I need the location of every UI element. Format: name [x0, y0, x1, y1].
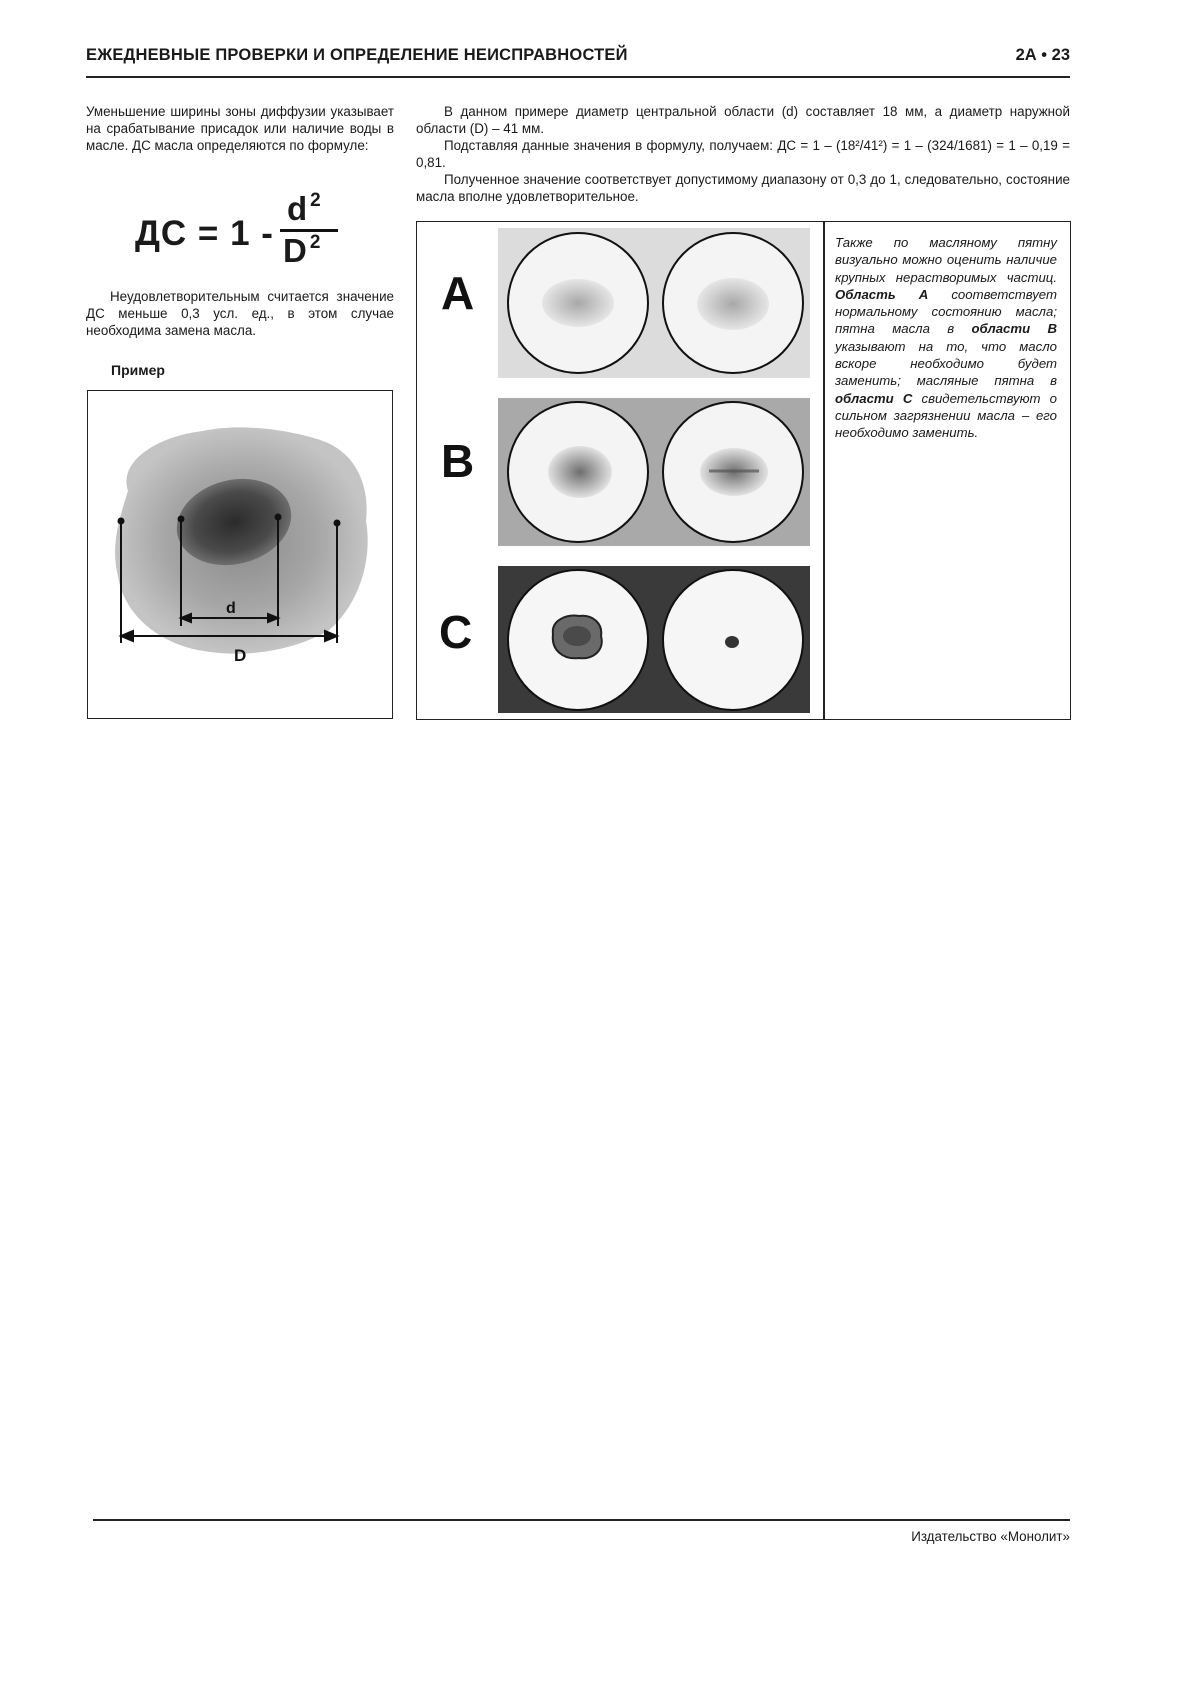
- figure-divider: [823, 222, 825, 719]
- formula-lhs: ДС = 1 -: [135, 214, 274, 253]
- inner-left-dot: [179, 517, 184, 522]
- intro-paragraph: Уменьшение ширины зоны диффузии указывает на срабатывание присадок или наличие воды в масле. ДС масла определяются по формуле:: [86, 104, 394, 153]
- caption-bold-2: области В: [971, 321, 1057, 337]
- caption-part-3: указывают на то, что масло вскоре необходимо будет заменить; масляные пятна в: [835, 338, 1057, 389]
- caption-part-1: Также по масляному пятну визуально можно оценить наличие крупных нерастворимых частиц.: [835, 235, 1057, 285]
- row-label-c: C: [439, 606, 473, 658]
- caption-part-2: соответствует нормальному состоянию масла; пятна масла в: [835, 286, 1057, 337]
- right-paragraph-2: Подставляя данные значения в формулу, получаем: ДС = 1 – (18²/41²) = 1 – (324/1681) = 1 – 0,19 = 0,81.: [416, 138, 1070, 170]
- formula-numerator-var: d: [287, 190, 308, 227]
- row-label-b: B: [441, 435, 475, 487]
- right-column: [416, 103, 1070, 205]
- formula-numerator: [287, 190, 321, 228]
- example-figure: [87, 390, 393, 719]
- formula: [135, 190, 365, 276]
- row-label-a: A: [441, 267, 475, 319]
- right-paragraph-3: Полученное значение соответствует допустимому диапазону от 0,3 до 1, следовательно, состояние масла вполне удовлетворительное.: [416, 172, 1070, 204]
- spot-c2: [725, 636, 739, 648]
- inner-right-dot: [276, 515, 281, 520]
- formula-denominator-exp: 2: [309, 232, 321, 253]
- outer-arrow-right: [325, 631, 337, 641]
- caption-part-4: свидетельствуют о сильном загрязнении масла – его необходимо заменить.: [835, 390, 1057, 441]
- formula-numerator-exp: 2: [310, 190, 321, 211]
- page-header: [86, 42, 1070, 78]
- oil-spot-comparison-figure: [416, 221, 1071, 720]
- spot-b1: [548, 446, 612, 498]
- footer-rule: [93, 1519, 1070, 1521]
- oil-spot-diagram: [88, 391, 391, 717]
- formula-denominator-var: D: [283, 232, 307, 269]
- formula-denominator: [283, 232, 320, 270]
- example-label: Пример: [111, 362, 165, 378]
- right-paragraph-1: В данном примере диаметр центральной области (d) составляет 18 мм, а диаметр наружной области (D) – 41 мм.: [416, 104, 1070, 136]
- outer-dimension-label: D: [234, 646, 247, 665]
- page-title: ЕЖЕДНЕВНЫЕ ПРОВЕРКИ И ОПРЕДЕЛЕНИЕ НЕИСПРАВНОСТЕЙ: [86, 46, 628, 64]
- outer-right-dot: [335, 521, 340, 526]
- left-column-intro: [86, 103, 394, 154]
- inner-dimension-label: d: [226, 600, 236, 617]
- criterion-paragraph: Неудовлетворительным считается значение ДС меньше 0,3 усл. ед., в этом случае необходима замена масла.: [86, 289, 394, 338]
- spot-a1: [542, 279, 614, 327]
- caption-bold-1: Область А: [835, 286, 929, 302]
- outer-left-dot: [119, 519, 124, 524]
- spot-a2: [697, 278, 769, 330]
- left-column-criterion: [86, 288, 394, 339]
- figure-caption: [835, 234, 1057, 442]
- outer-arrow-left: [121, 631, 133, 641]
- publisher-footer: Издательство «Монолит»: [911, 1529, 1070, 1544]
- comparison-panels: [417, 222, 823, 719]
- spot-c1-core: [563, 626, 591, 646]
- caption-bold-3: области С: [835, 390, 913, 406]
- page-number: 2А • 23: [1015, 46, 1070, 64]
